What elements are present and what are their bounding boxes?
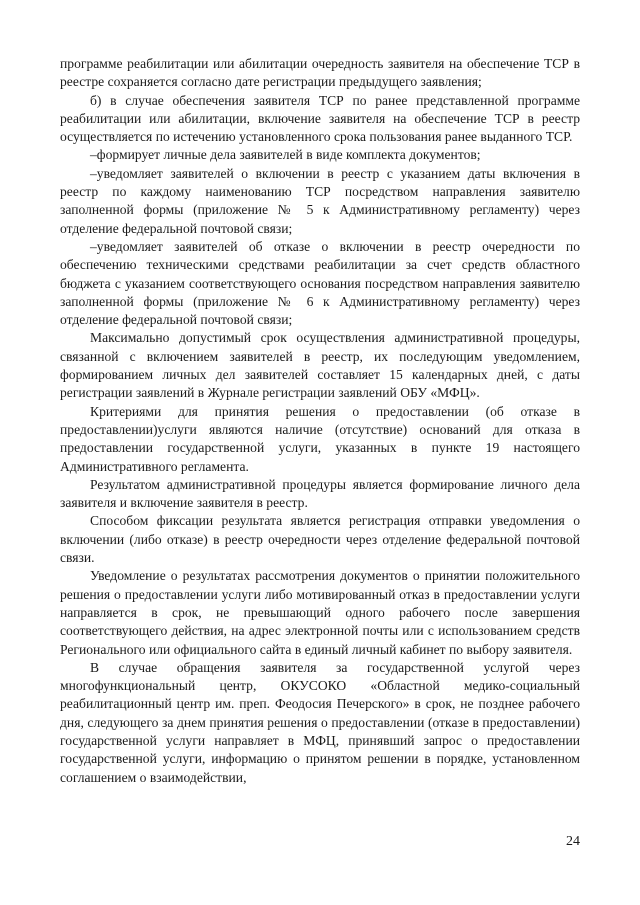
page-number: 24 xyxy=(566,834,580,849)
paragraph-result: Результатом административной процедуры является формирование личного дела заявителя и включение заявителя в реестр. xyxy=(60,476,580,511)
paragraph-notify-inclusion: –уведомляет заявителей о включении в реестр с указанием даты включения в реестр по каждому наименованию ТСР посредством направления заявителю заполненной формы (приложение № 5 к Административному регламенту) через отделение федеральной почтовой связи; xyxy=(60,165,580,236)
paragraph-continuation: программе реабилитации или абилитации очередность заявителя на обеспечение ТСР в реестре сохраняется согласно дате регистрации предыдущего заявления; xyxy=(60,56,580,90)
paragraph-fixation: Способом фиксации результата является регистрация отправки уведомления о включении (либо отказе) в реестр очередности через отделение федеральной почтовой связи. xyxy=(60,513,580,566)
paragraph-forms-files: –формирует личные дела заявителей в виде комплекта документов; xyxy=(90,147,481,163)
paragraph-max-term: Максимально допустимый срок осуществления административной процедуры, связанной с включением заявителей в реестр, их последующим уведомлением, формированием личных дел заявителей составляет 15 календарных дней, с даты регистрации заявлений в Журнале регистрации заявлений ОБУ «МФЦ». xyxy=(60,330,580,401)
paragraph-criteria: Критериями для принятия решения о предоставлении (об отказе в предоставлении)услуги являются наличие (отсутствие) оснований для отказа в предоставлении государственной услуги, указанных в пункте 19 настоящего Административного регламента. xyxy=(60,403,580,474)
paragraph-item-b: б) в случае обеспечения заявителя ТСР по ранее представленной программе реабилитации или абилитации, включение заявителя на обеспечение ТСР в реестр осуществляется по истечению установленного срока пользования ранее выданного ТСР. xyxy=(60,92,580,145)
paragraph-mfc-case: В случае обращения заявителя за государственной услугой через многофункциональный центр, ОКУСОКО «Областной медико-социальный реабилитационный центр им. преп. Феодосия Печерского» в срок, не позднее рабочего дня, следующего за днем принятия решения о предоставлении (отказе в предоставлении) государственной услуги направляет в МФЦ, принявший запрос о предоставлении государственной услуги, информацию о принятом решении в порядке, установленном соглашением о взаимодействии, xyxy=(60,659,580,785)
document-body xyxy=(60,55,580,787)
paragraph-notify-refusal: –уведомляет заявителей об отказе о включении в реестр очередности по обеспечению техническими средствами реабилитации за счет средств областного бюджета с указанием соответствующего основания посредством направления заявителю заполненной формы (приложение № 6 к Административному регламенту) через отделение федеральной почтовой связи; xyxy=(60,238,580,328)
paragraph-notification: Уведомление о результатах рассмотрения документов о принятии положительного решения о предоставлении услуги либо мотивированный отказ в предоставлении услуги направляется в срок, не превышающий одного рабочего после завершения соответствующего действия, на адрес электронной почты или с использованием средств Регионального или официального сайта в единый личный кабинет по выбору заявителя. xyxy=(60,568,580,657)
